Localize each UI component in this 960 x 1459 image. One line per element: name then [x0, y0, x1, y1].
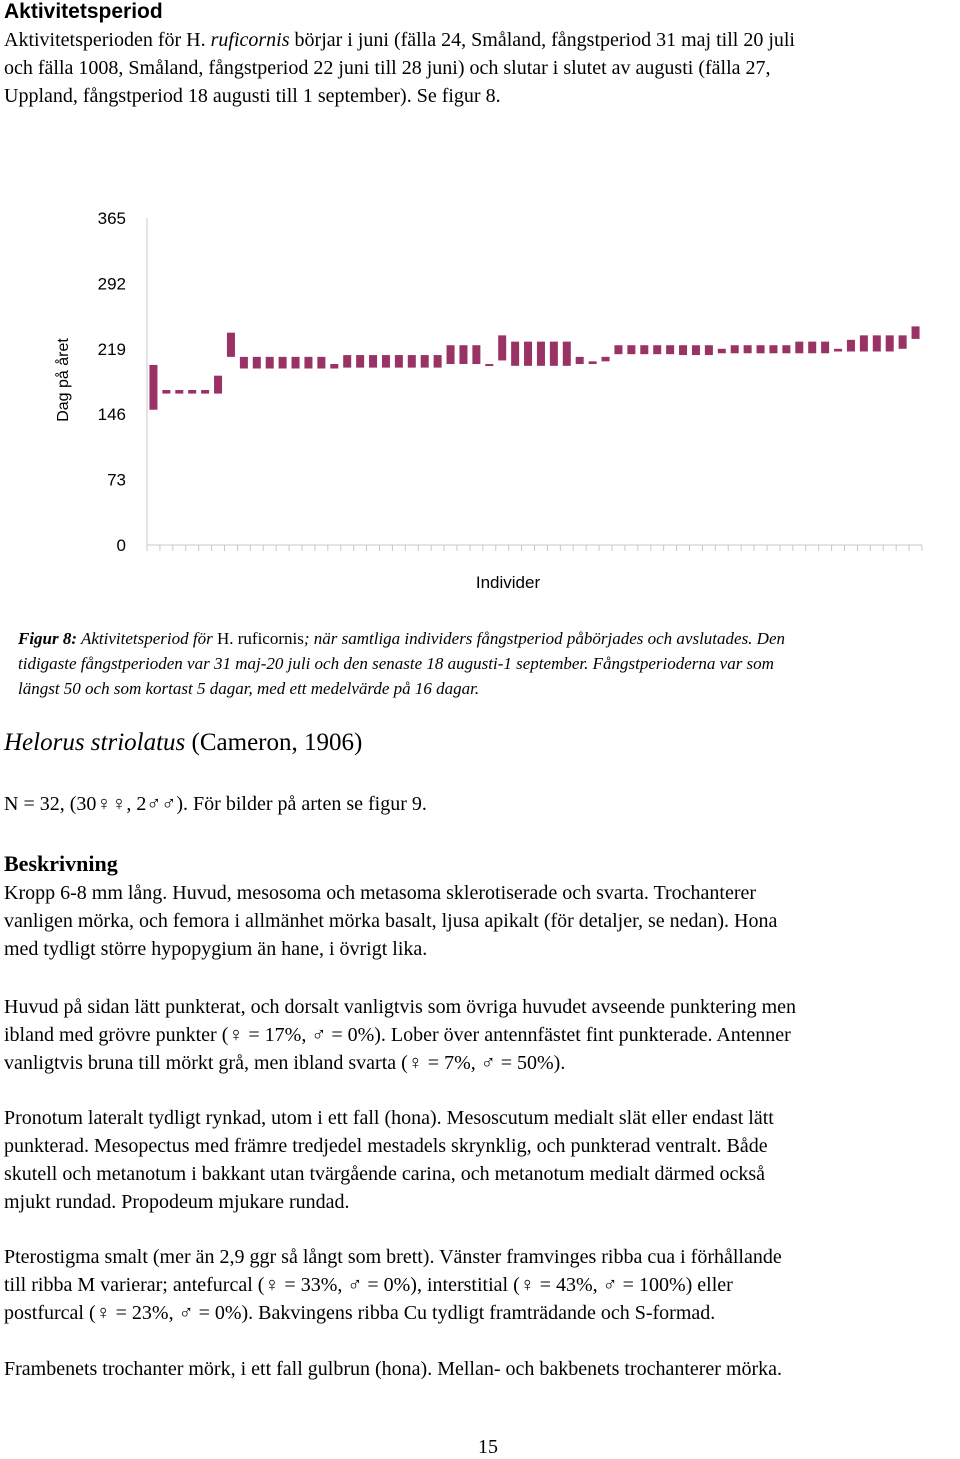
activity-bar [369, 355, 377, 368]
paragraph-body [4, 879, 960, 963]
activity-bar [744, 345, 752, 353]
activity-bar [769, 345, 777, 353]
activity-bar [782, 345, 790, 353]
paragraph-head [4, 993, 960, 1077]
activity-bar [666, 345, 674, 354]
paragraph-line: postfurcal (♀ = 23%, ♂ = 0%). Bakvingens ribba Cu tydligt framträdande och S-formad. [4, 1302, 716, 1324]
paragraph-line: ibland med grövre punkter (♀ = 17%, ♂ = 0%). Lober över antennfästet fint punkterade. Antenner [4, 1024, 791, 1046]
activity-bar [912, 326, 920, 339]
species-heading: Helorus striolatus (Cameron, 1906) [4, 729, 363, 756]
paragraph-line: Kropp 6-8 mm lång. Huvud, mesosoma och metasoma sklerotiserade och svarta. Trochanterer [4, 882, 757, 904]
activity-bar [899, 335, 907, 348]
activity-bar [860, 335, 868, 351]
intro-line-2: och fälla 1008, Småland, fångstperiod 22 juni till 28 juni) och slutar i slutet av augusti (fälla 27, [4, 57, 771, 79]
paragraph-line: skutell och metanotum i bakkant utan tvärgående carina, och metanotum medialt därmed också [4, 1163, 766, 1185]
paragraph-line: punkterad. Mesopectus med främre tredjedel mestadels skrynklig, och punkterad ventralt. Både [4, 1135, 768, 1157]
activity-bar [718, 349, 726, 353]
activity-bar [149, 365, 157, 410]
activity-bar [214, 376, 222, 394]
paragraph-legs [4, 1355, 960, 1383]
activity-period-chart [0, 190, 960, 600]
y-axis-ticks [98, 209, 126, 555]
activity-bar [589, 361, 597, 364]
activity-bar [421, 355, 429, 368]
paragraph-line: Pterostigma smalt (mer än 2,9 ggr så långt som brett). Vänster framvinges ribba cua i förhållande [4, 1246, 782, 1268]
activity-bar [834, 349, 842, 352]
activity-bar [692, 345, 700, 355]
intro-paragraph [4, 26, 960, 110]
activity-bar [304, 357, 312, 369]
activity-bar [550, 342, 558, 366]
section-heading: Aktivitetsperiod [4, 0, 163, 23]
activity-bar [317, 357, 325, 369]
activity-bar [847, 340, 855, 352]
y-tick-label: 365 [97, 209, 126, 228]
activity-bar [395, 355, 403, 368]
caption-line-1: Figur 8: Aktivitetsperiod för H. ruficornis; när samtliga individers fångstperiod påbörjades och avslutades. Den [18, 629, 786, 648]
activity-bar [188, 390, 196, 394]
activity-bar [266, 357, 274, 369]
activity-bar [498, 335, 506, 360]
activity-bar [511, 342, 519, 366]
chart-bars [149, 326, 919, 409]
activity-bar [382, 355, 390, 368]
specimen-count: N = 32, (30♀♀, 2♂♂). För bilder på arten se figur 9. [4, 793, 427, 815]
paragraph-wings [4, 1243, 960, 1327]
activity-bar [537, 342, 545, 366]
activity-bar [279, 357, 287, 369]
activity-bar [679, 345, 687, 355]
paragraph-line: Pronotum lateralt tydligt rynkad, utom i ett fall (hona). Mesoscutum medialt slät eller endast lätt [4, 1107, 774, 1129]
activity-bar [705, 345, 713, 355]
activity-bar [614, 345, 622, 354]
x-axis-label: Individer [475, 573, 541, 592]
y-axis-label: Dag på året [55, 338, 72, 422]
paragraph-line: vanligen mörka, och femora i allmänhet mörka basalt, ljusa apikalt (för detaljer, se nedan). Hona [4, 910, 778, 932]
paragraph-line: Huvud på sidan lätt punkterat, och dorsalt vanligtvis som övriga huvudet avseende punktering men [4, 996, 797, 1018]
caption-line-3: längst 50 och som kortast 5 dagar, med ett medelvärde på 16 dagar. [18, 679, 480, 698]
activity-bar [253, 357, 261, 369]
activity-bar [524, 342, 532, 366]
activity-bar [201, 390, 209, 394]
activity-bar [485, 364, 493, 366]
activity-bar [408, 355, 416, 368]
y-tick-label: 219 [97, 339, 126, 359]
activity-bar [873, 335, 881, 351]
activity-bar [757, 345, 765, 353]
page-number: 15 [478, 1436, 498, 1458]
intro-line-3: Uppland, fångstperiod 18 augusti till 1 september). Se figur 8. [4, 85, 501, 107]
activity-bar [886, 335, 894, 351]
activity-bar [472, 345, 480, 364]
y-tick-label: 292 [97, 274, 126, 294]
activity-bar [292, 357, 300, 369]
paragraph-line: vanligtvis bruna till mörkt grå, men ibland svarta (♀ = 7%, ♂ = 50%). [4, 1052, 566, 1074]
activity-bar [640, 345, 648, 354]
activity-bar [330, 364, 338, 368]
y-tick-label: 0 [116, 536, 126, 555]
chart-grid [147, 218, 922, 545]
paragraph-line: Frambenets trochanter mörk, i ett fall gulbrun (hona). Mellan- och bakbenets trochanterer mörka. [4, 1358, 783, 1380]
activity-bar [175, 390, 183, 394]
x-axis-ticks [147, 545, 922, 551]
activity-bar [653, 345, 661, 354]
activity-bar [576, 357, 584, 364]
paragraph-line: till ribba M varierar; antefurcal (♀ = 33%, ♂ = 0%), interstitial (♀ = 43%, ♂ = 100%) eller [4, 1274, 733, 1296]
activity-bar [459, 345, 467, 364]
y-tick-label: 73 [107, 470, 126, 490]
activity-bar [447, 345, 455, 364]
activity-bar [563, 342, 571, 366]
activity-bar [343, 355, 351, 368]
activity-bar [808, 342, 816, 354]
activity-bar [434, 355, 442, 368]
activity-bar [795, 342, 803, 354]
paragraph-thorax [4, 1104, 960, 1216]
activity-bar [356, 355, 364, 368]
activity-bar [162, 390, 170, 394]
activity-bar [627, 345, 635, 354]
activity-bar [602, 357, 610, 361]
description-heading: Beskrivning [4, 851, 118, 876]
activity-bar [227, 333, 235, 357]
activity-bar [731, 345, 739, 353]
paragraph-line: med tydligt större hypopygium än hane, i övrigt lika. [4, 938, 428, 960]
caption-line-2: tidigaste fångstperioden var 31 maj-20 juli och den senaste 18 augusti-1 september. Fångstperioderna var som [18, 654, 774, 673]
paragraph-line: mjukt rundad. Propodeum mjukare rundad. [4, 1191, 350, 1213]
y-tick-label: 146 [97, 405, 126, 425]
activity-bar [240, 357, 248, 369]
intro-line-1: Aktivitetsperioden för H. ruficornis börjar i juni (fälla 24, Småland, fångstperiod 31 maj till 20 juli [4, 29, 795, 51]
figure-caption [18, 626, 938, 701]
activity-bar [821, 342, 829, 354]
